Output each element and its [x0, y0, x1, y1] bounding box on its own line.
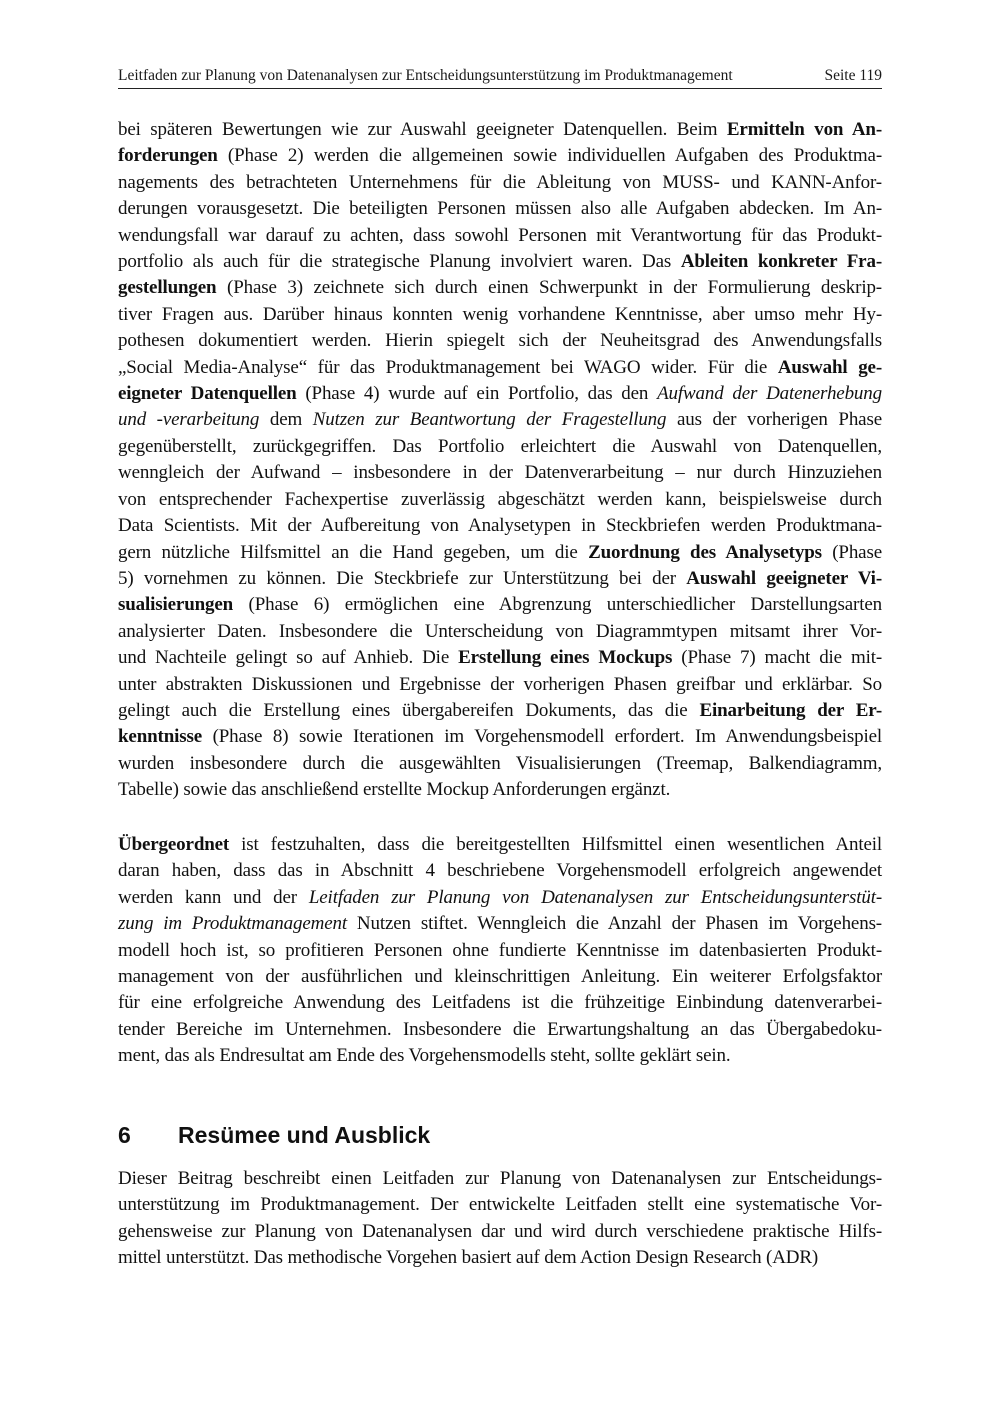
- text-run: aus der vorherigen Phase: [666, 409, 882, 431]
- text-run: nagements des betrachteten Unternehmens für die Ableitung von MUSS- und KANN-Anfor-: [118, 171, 882, 193]
- section-heading: [118, 1120, 430, 1150]
- italic-phrase: und -verarbeitung: [118, 409, 260, 431]
- text-run: pothesen dokumentiert werden. Hierin spiegelt sich der Neuheitsgrad des Anwendungsfalls: [118, 330, 882, 352]
- text-run: mittel unterstützt. Das methodische Vorgehen basiert auf dem Action Design Research (ADR): [118, 1247, 819, 1269]
- text-line: [118, 381, 882, 407]
- text-line: [118, 1219, 882, 1245]
- text-line: [118, 592, 882, 618]
- running-header: [118, 66, 882, 86]
- text-run: (Phase 4) wurde auf ein Portfolio, das den: [296, 383, 658, 405]
- text-line: [118, 355, 882, 381]
- text-line: [118, 885, 882, 911]
- text-line: [118, 223, 882, 249]
- text-run: gehensweise zur Planung von Datenanalysen dar und wird durch verschiedene praktische Hilfs-: [118, 1220, 882, 1242]
- text-run: werden kann und der: [118, 886, 309, 908]
- text-run: von entsprechender Fachexpertise zuverlässig abgeschätzt werden kann, beispielsweise durch: [118, 488, 882, 510]
- text-line: [118, 938, 882, 964]
- section-number: 6: [118, 1122, 131, 1148]
- bold-phrase: gestellungen: [118, 277, 217, 299]
- italic-phrase: Nutzen zur Beantwortung der Fragestellung: [312, 409, 667, 431]
- bold-phrase: Zuordnung des Analysetyps: [588, 541, 822, 563]
- header-rule: [118, 88, 882, 89]
- text-run: wendungsfall war darauf zu achten, dass sowohl Personen mit Verantwortung für das Produkt-: [118, 224, 882, 246]
- text-line: [118, 1192, 882, 1218]
- text-line: [118, 249, 882, 275]
- text-run: (Phase 8) sowie Iterationen im Vorgehensmodell erfordert. Im Anwendungsbeispiel: [202, 726, 882, 748]
- text-run: Dieser Beitrag beschreibt einen Leitfaden zur Planung von Datenanalysen zur Entscheidungs-: [118, 1168, 882, 1189]
- text-line: [118, 460, 882, 486]
- italic-phrase: Leitfaden zur Planung von Datenanalysen zur Entscheidungsunterstüt-: [308, 886, 883, 908]
- text-line: [118, 1017, 882, 1043]
- text-run: ist festzuhalten, dass die bereitgestellten Hilfsmittel einen wesentlichen Anteil: [229, 834, 882, 855]
- text-line: [118, 540, 882, 566]
- text-run: und Nachteile gelingt so auf Anhieb. Die: [118, 647, 459, 669]
- text-run: Data Scientists. Mit der Aufbereitung von Analysetypen in Steckbriefen werden Produktmana-: [118, 515, 882, 537]
- text-line: [118, 170, 882, 196]
- text-line: [118, 328, 882, 354]
- text-run: Tabelle) sowie das anschließend erstellte Mockup Anforderungen ergänzt.: [118, 779, 671, 801]
- text-line: [118, 645, 882, 671]
- bold-phrase: Ermitteln von An-: [726, 119, 882, 140]
- body-paragraph-phases: [118, 117, 882, 804]
- text-line: [118, 1245, 882, 1271]
- text-line: [118, 487, 882, 513]
- text-line: [118, 724, 882, 750]
- text-line: [118, 117, 882, 143]
- text-run: (Phase 3) zeichnete sich durch einen Schwerpunkt in der Formulierung deskrip-: [216, 277, 882, 299]
- text-line: [118, 698, 882, 724]
- bold-phrase: forderungen: [118, 145, 218, 167]
- text-run: gern nützliche Hilfsmittel an die Hand gegeben, um die: [118, 541, 589, 563]
- text-line: [118, 513, 882, 539]
- text-line: [118, 777, 882, 803]
- section-title: Resümee und Ausblick: [178, 1122, 431, 1148]
- text-line: [118, 858, 882, 884]
- text-run: modell hoch ist, so profitieren Personen ohne fundierte Kenntnisse im datenbasierten Produkt-: [118, 939, 882, 961]
- bold-phrase: Übergeordnet: [118, 834, 230, 855]
- bold-phrase: kenntnisse: [118, 726, 203, 748]
- text-line: [118, 619, 882, 645]
- text-run: ment, das als Endresultat am Ende des Vorgehensmodells steht, sollte geklärt sein.: [118, 1045, 731, 1067]
- bold-phrase: Erstellung eines Mockups: [458, 647, 673, 669]
- text-run: (Phase: [821, 541, 882, 563]
- text-run: (Phase 7) macht die mit-: [672, 647, 883, 669]
- text-run: derungen vorausgesetzt. Die beteiligten Personen müssen also alle Aufgaben abdecken. Im An-: [118, 198, 882, 220]
- text-line: [118, 434, 882, 460]
- text-run: unterstützung im Produktmanagement. Der entwickelte Leitfaden stellt eine systematische Vor-: [118, 1194, 882, 1216]
- text-line: [118, 196, 882, 222]
- text-run: gegenüberstellt, zurückgegriffen. Das Portfolio erleichtert die Auswahl von Datenquellen,: [118, 435, 882, 457]
- text-run: Nutzen stiftet. Wenngleich die Anzahl der Phasen im Vorgehens-: [346, 913, 882, 935]
- text-run: (Phase 2) werden die allgemeinen sowie individuellen Aufgaben des Produktma-: [217, 145, 882, 167]
- text-run: analysierter Daten. Insbesondere die Unterscheidung von Diagrammtypen mitsamt ihrer Vor-: [118, 620, 882, 642]
- text-run: wurden insbesondere durch die ausgewählten Visualisierungen (Treemap, Balkendiagramm,: [118, 752, 882, 774]
- page-number: Seite 119: [824, 67, 882, 84]
- text-run: 5) vornehmen zu können. Die Steckbriefe zur Unterstützung bei der: [118, 567, 687, 589]
- text-run: dem: [259, 409, 313, 431]
- text-line: [118, 566, 882, 592]
- text-run: management von der ausführlichen und kleinschrittigen Anleitung. Ein weiterer Erfolgsfaktor: [118, 966, 882, 988]
- text-run: für eine erfolgreiche Anwendung des Leitfadens ist die frühzeitige Einbindung datenverarbei-: [118, 992, 882, 1014]
- bold-phrase: Einarbeitung der Er-: [699, 699, 883, 721]
- text-run: gelingt auch die Erstellung eines übergabereifen Dokuments, das die: [118, 699, 700, 721]
- bold-phrase: Ableiten konkreter Fra-: [680, 251, 882, 273]
- text-run: tender Bereiche im Unternehmen. Insbesondere die Erwartungshaltung an das Übergabedoku-: [118, 1018, 882, 1040]
- text-run: (Phase 6) ermöglichen eine Abgrenzung unterschiedlicher Darstellungsarten: [233, 594, 882, 616]
- text-line: [118, 911, 882, 937]
- text-line: [118, 302, 882, 328]
- text-line: [118, 1043, 882, 1069]
- text-run: tiver Fragen aus. Darüber hinaus konnten wenig vorhandene Kenntnisse, aber umso mehr Hy-: [118, 303, 882, 325]
- text-line: [118, 832, 882, 858]
- body-paragraph-conclusion: [118, 1166, 882, 1272]
- text-run: bei späteren Bewertungen wie zur Auswahl geeigneter Datenquellen. Beim: [118, 119, 727, 140]
- text-line: [118, 275, 882, 301]
- text-line: [118, 672, 882, 698]
- text-run: portfolio als auch für die strategische Planung involviert waren. Das: [118, 251, 681, 273]
- text-run: wenngleich der Aufwand – insbesondere in der Datenverarbeitung – nur durch Hinzuziehen: [118, 462, 882, 484]
- running-header-title: Leitfaden zur Planung von Datenanalysen zur Entscheidungsunterstützung im Produktmanagement: [118, 67, 733, 84]
- bold-phrase: sualisierungen: [118, 594, 234, 616]
- bold-phrase: eigneter Datenquellen: [118, 383, 297, 405]
- text-line: [118, 407, 882, 433]
- text-line: [118, 1166, 882, 1192]
- italic-phrase: zung im Produktmanagement: [118, 913, 347, 935]
- body-paragraph-summary: [118, 832, 882, 1070]
- text-line: [118, 143, 882, 169]
- text-run: unter abstrakten Diskussionen und Ergebnisse der vorherigen Phasen greifbar und erklärbar. So: [118, 673, 882, 695]
- text-line: [118, 990, 882, 1016]
- text-run: „Social Media-Analyse“ für das Produktmanagement bei WAGO wider. Für die: [118, 356, 778, 378]
- bold-phrase: Auswahl geeigneter Vi-: [686, 567, 882, 589]
- text-run: daran haben, dass das in Abschnitt 4 beschriebene Vorgehensmodell erfolgreich angewendet: [118, 860, 882, 882]
- bold-phrase: Auswahl ge-: [777, 356, 883, 378]
- italic-phrase: Aufwand der Datenerhebung: [657, 383, 882, 405]
- text-line: [118, 751, 882, 777]
- text-line: [118, 964, 882, 990]
